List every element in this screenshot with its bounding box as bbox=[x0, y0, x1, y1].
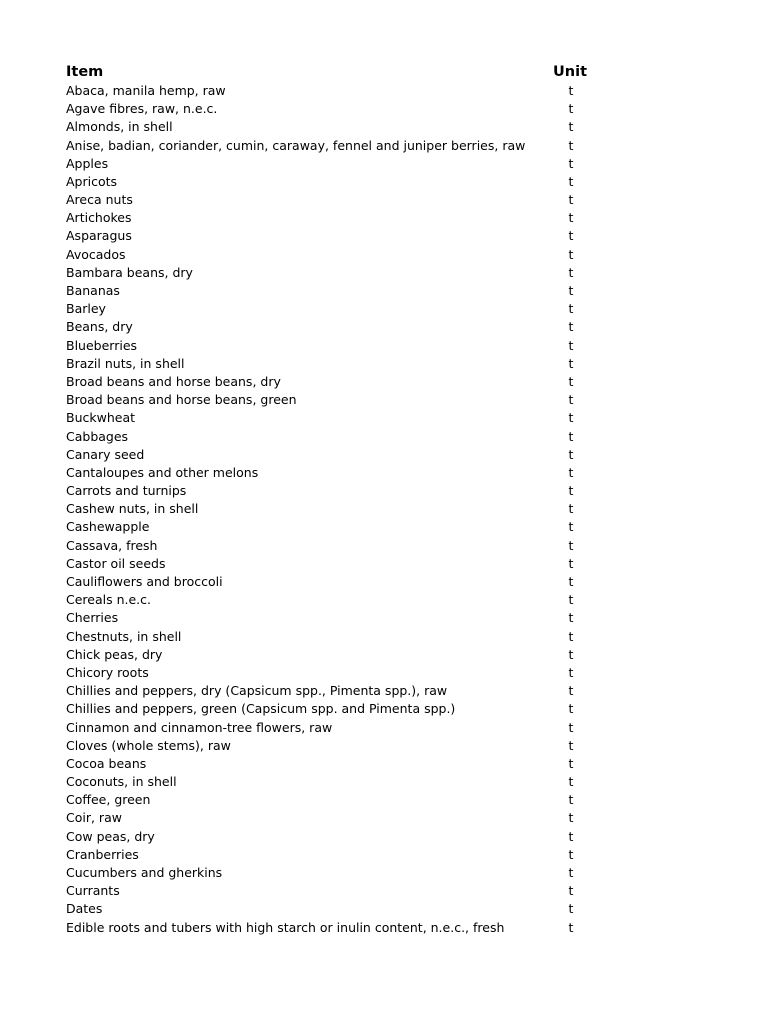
table-header-row bbox=[66, 62, 626, 82]
table-row bbox=[66, 591, 626, 609]
table-row bbox=[66, 391, 626, 409]
unit-cell: t bbox=[568, 155, 574, 171]
unit-cell: t bbox=[568, 392, 574, 408]
unit-cell: t bbox=[568, 501, 574, 517]
unit-cell: t bbox=[568, 301, 574, 317]
table-row bbox=[66, 173, 626, 191]
unit-cell: t bbox=[568, 373, 574, 389]
table-row bbox=[66, 246, 626, 264]
table-row bbox=[66, 155, 626, 173]
item-cell: Dates bbox=[66, 901, 103, 917]
item-cell: Barley bbox=[66, 301, 106, 317]
unit-cell: t bbox=[568, 410, 574, 426]
unit-cell: t bbox=[568, 592, 574, 608]
unit-cell: t bbox=[568, 246, 574, 262]
item-cell: Cabbages bbox=[66, 428, 129, 444]
unit-cell: t bbox=[568, 810, 574, 826]
item-cell: Anise, badian, coriander, cumin, caraway, fennel and juniper berries, raw bbox=[66, 137, 526, 153]
table-row bbox=[66, 373, 626, 391]
table-row bbox=[66, 446, 626, 464]
item-cell: Agave fibres, raw, n.e.c. bbox=[66, 101, 218, 117]
item-cell: Cherries bbox=[66, 610, 119, 626]
table-row bbox=[66, 100, 626, 118]
table-row bbox=[66, 609, 626, 627]
unit-cell: t bbox=[568, 210, 574, 226]
item-cell: Cassava, fresh bbox=[66, 537, 158, 553]
unit-cell: t bbox=[568, 628, 574, 644]
table-row bbox=[66, 282, 626, 300]
unit-cell: t bbox=[568, 683, 574, 699]
item-cell: Coconuts, in shell bbox=[66, 774, 177, 790]
table-row bbox=[66, 846, 626, 864]
table-row bbox=[66, 882, 626, 900]
table-row bbox=[66, 628, 626, 646]
item-cell: Broad beans and horse beans, dry bbox=[66, 373, 281, 389]
item-cell: Broad beans and horse beans, green bbox=[66, 392, 297, 408]
item-cell: Bambara beans, dry bbox=[66, 264, 193, 280]
unit-cell: t bbox=[568, 283, 574, 299]
item-cell: Chillies and peppers, dry (Capsicum spp., Pimenta spp.), raw bbox=[66, 683, 448, 699]
unit-cell: t bbox=[568, 846, 574, 862]
unit-cell: t bbox=[568, 101, 574, 117]
table-row bbox=[66, 664, 626, 682]
unit-cell: t bbox=[568, 737, 574, 753]
item-cell: Areca nuts bbox=[66, 192, 133, 208]
table-row bbox=[66, 228, 626, 246]
table-row bbox=[66, 464, 626, 482]
unit-cell: t bbox=[568, 865, 574, 881]
item-cell: Artichokes bbox=[66, 210, 132, 226]
item-cell: Cow peas, dry bbox=[66, 828, 155, 844]
item-cell: Chillies and peppers, green (Capsicum spp. and Pimenta spp.) bbox=[66, 701, 456, 717]
table-row bbox=[66, 646, 626, 664]
table-row bbox=[66, 191, 626, 209]
unit-cell: t bbox=[568, 719, 574, 735]
item-cell: Currants bbox=[66, 883, 120, 899]
table-row bbox=[66, 318, 626, 336]
unit-cell: t bbox=[568, 664, 574, 680]
table-row bbox=[66, 900, 626, 918]
item-cell: Edible roots and tubers with high starch or inulin content, n.e.c., fresh bbox=[66, 919, 505, 935]
unit-cell: t bbox=[568, 192, 574, 208]
unit-cell: t bbox=[568, 646, 574, 662]
item-cell: Coir, raw bbox=[66, 810, 122, 826]
table-row bbox=[66, 482, 626, 500]
table-row bbox=[66, 409, 626, 427]
unit-cell: t bbox=[568, 919, 574, 935]
item-cell: Cereals n.e.c. bbox=[66, 592, 151, 608]
unit-cell: t bbox=[568, 555, 574, 571]
unit-cell: t bbox=[568, 901, 574, 917]
table-row bbox=[66, 337, 626, 355]
table-row bbox=[66, 555, 626, 573]
table-row bbox=[66, 791, 626, 809]
item-cell: Canary seed bbox=[66, 446, 145, 462]
table-row bbox=[66, 519, 626, 537]
item-cell: Cantaloupes and other melons bbox=[66, 464, 259, 480]
unit-cell: t bbox=[568, 610, 574, 626]
item-cell: Chick peas, dry bbox=[66, 646, 163, 662]
table-row bbox=[66, 810, 626, 828]
unit-cell: t bbox=[568, 519, 574, 535]
table-row bbox=[66, 737, 626, 755]
item-cell: Apples bbox=[66, 155, 109, 171]
item-cell: Cinnamon and cinnamon-tree flowers, raw bbox=[66, 719, 333, 735]
table-row bbox=[66, 537, 626, 555]
unit-cell: t bbox=[568, 119, 574, 135]
table-row bbox=[66, 355, 626, 373]
unit-cell: t bbox=[568, 883, 574, 899]
unit-cell: t bbox=[568, 264, 574, 280]
unit-cell: t bbox=[568, 228, 574, 244]
table-row bbox=[66, 428, 626, 446]
table-row bbox=[66, 118, 626, 136]
item-cell: Buckwheat bbox=[66, 410, 136, 426]
item-cell: Cauliflowers and broccoli bbox=[66, 574, 223, 590]
column-header-item: Item bbox=[66, 64, 104, 80]
item-cell: Cucumbers and gherkins bbox=[66, 865, 223, 881]
item-cell: Avocados bbox=[66, 246, 126, 262]
unit-cell: t bbox=[568, 428, 574, 444]
item-cell: Almonds, in shell bbox=[66, 119, 173, 135]
table-row bbox=[66, 500, 626, 518]
unit-cell: t bbox=[568, 446, 574, 462]
item-cell: Chestnuts, in shell bbox=[66, 628, 182, 644]
item-cell: Castor oil seeds bbox=[66, 555, 166, 571]
table-row bbox=[66, 773, 626, 791]
unit-cell: t bbox=[568, 464, 574, 480]
table-row bbox=[66, 919, 626, 937]
item-cell: Cranberries bbox=[66, 846, 139, 862]
table-row bbox=[66, 137, 626, 155]
table-row bbox=[66, 682, 626, 700]
item-cell: Bananas bbox=[66, 283, 120, 299]
item-cell: Cashewapple bbox=[66, 519, 150, 535]
item-cell: Coffee, green bbox=[66, 792, 151, 808]
item-cell: Chicory roots bbox=[66, 664, 149, 680]
unit-cell: t bbox=[568, 355, 574, 371]
table-row bbox=[66, 573, 626, 591]
data-table bbox=[66, 62, 626, 937]
table-row bbox=[66, 300, 626, 318]
table-row bbox=[66, 828, 626, 846]
unit-cell: t bbox=[568, 537, 574, 553]
item-cell: Brazil nuts, in shell bbox=[66, 355, 185, 371]
unit-cell: t bbox=[568, 755, 574, 771]
item-cell: Asparagus bbox=[66, 228, 132, 244]
item-cell: Cloves (whole stems), raw bbox=[66, 737, 231, 753]
table-row bbox=[66, 209, 626, 227]
item-cell: Beans, dry bbox=[66, 319, 133, 335]
unit-cell: t bbox=[568, 173, 574, 189]
unit-cell: t bbox=[568, 828, 574, 844]
item-cell: Apricots bbox=[66, 173, 118, 189]
item-cell: Cashew nuts, in shell bbox=[66, 501, 199, 517]
unit-cell: t bbox=[568, 774, 574, 790]
table-row bbox=[66, 755, 626, 773]
table-row bbox=[66, 864, 626, 882]
unit-cell: t bbox=[568, 337, 574, 353]
table-row bbox=[66, 82, 626, 100]
unit-cell: t bbox=[568, 319, 574, 335]
item-cell: Blueberries bbox=[66, 337, 138, 353]
unit-cell: t bbox=[568, 137, 574, 153]
table-row bbox=[66, 264, 626, 282]
item-cell: Cocoa beans bbox=[66, 755, 147, 771]
unit-cell: t bbox=[568, 792, 574, 808]
table-body bbox=[66, 82, 626, 937]
table-row bbox=[66, 700, 626, 718]
item-cell: Abaca, manila hemp, raw bbox=[66, 82, 226, 98]
column-header-unit: Unit bbox=[553, 64, 587, 80]
table-row bbox=[66, 719, 626, 737]
unit-cell: t bbox=[568, 701, 574, 717]
unit-cell: t bbox=[568, 82, 574, 98]
unit-cell: t bbox=[568, 483, 574, 499]
item-cell: Carrots and turnips bbox=[66, 483, 187, 499]
unit-cell: t bbox=[568, 574, 574, 590]
